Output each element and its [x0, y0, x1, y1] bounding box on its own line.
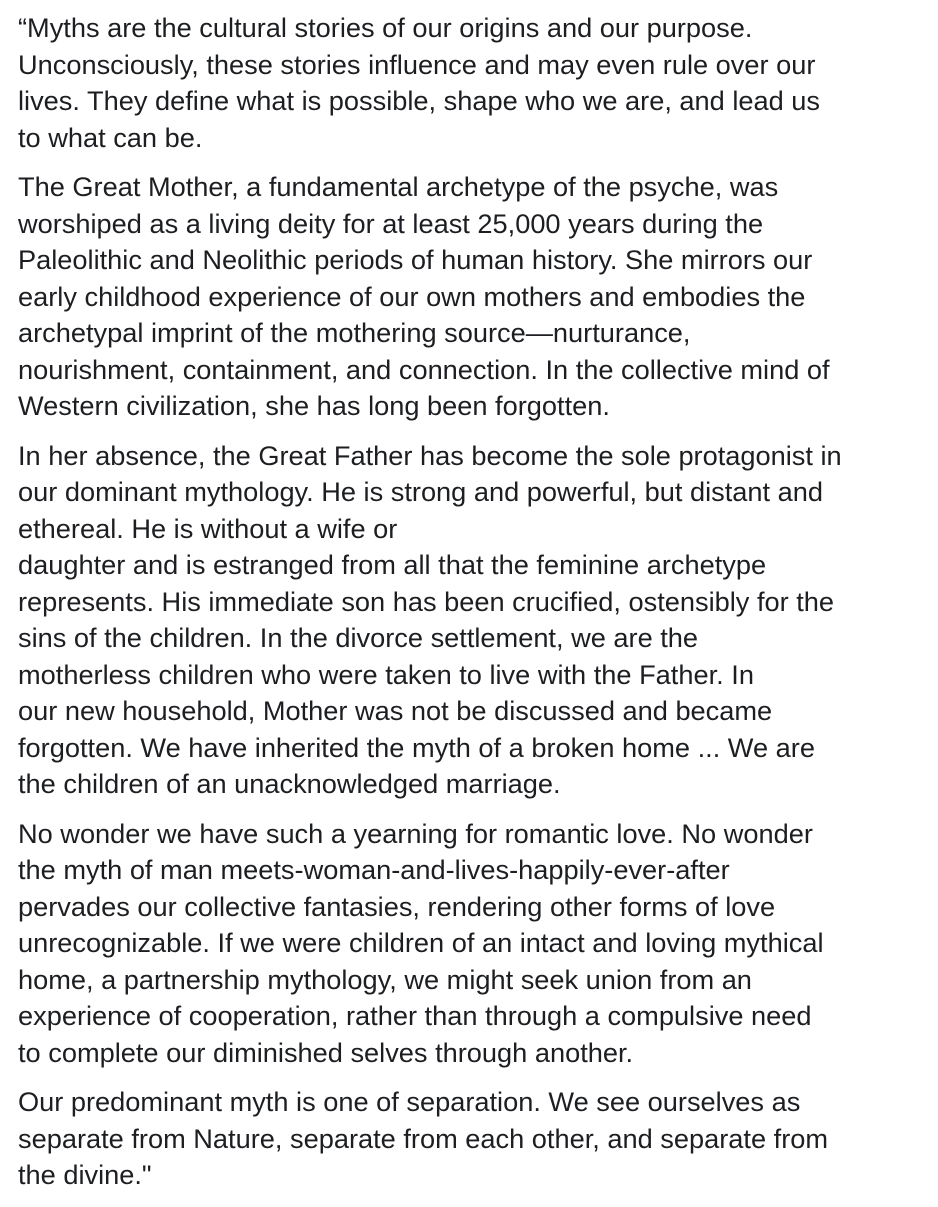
text-line: The Great Mother, a fundamental archetype of the psyche, was [18, 171, 779, 202]
text-line: Unconsciously, these stories influence and may even rule over our [18, 48, 816, 80]
text-line: In her absence, the Great Father has become the sole protagonist in [18, 439, 842, 471]
text-line: the divine." [18, 1159, 152, 1190]
text-line: unrecognizable. If we were children of an intact and loving mythical [18, 927, 824, 958]
text-line: archetypal imprint of the mothering source—nurturance, [18, 317, 691, 348]
text-line: represents. His immediate son has been crucified, ostensibly for the [18, 585, 835, 617]
text-line: the myth of man meets-woman-and-lives-happily-ever-after [18, 854, 730, 885]
text-line: our new household, Mother was not be discussed and became [18, 695, 773, 726]
paragraph-romantic-love [18, 816, 928, 1072]
text-line: forgotten. We have inherited the myth of a broken home ... We are [18, 731, 815, 763]
text-line: home, a partnership mythology, we might seek union from an [18, 963, 752, 995]
text-line: motherless children who were taken to live with the Father. In [18, 658, 754, 690]
text-line: Our predominant myth is one of separation. We see ourselves as [18, 1086, 801, 1117]
text-line: No wonder we have such a yearning for romantic love. No wonder [18, 817, 813, 849]
text-line: ethereal. He is without a wife or [18, 512, 398, 544]
paragraph-myths-intro [18, 10, 928, 156]
text-line: early childhood experience of our own mothers and embodies the [18, 280, 806, 312]
text-line: daughter and is estranged from all that the feminine archetype [18, 549, 767, 580]
paragraph-great-father [18, 438, 928, 803]
text-line: to complete our diminished selves through another. [18, 1036, 634, 1068]
paragraph-separation [18, 1084, 928, 1194]
text-line: worshiped as a living deity for at least 25,000 years during the [18, 207, 764, 239]
post-body [18, 10, 928, 1207]
text-line: nourishment, containment, and connection. In the collective mind of [18, 353, 830, 385]
text-line: pervades our collective fantasies, rendering other forms of love [18, 890, 776, 922]
text-line: Western civilization, she has long been forgotten. [18, 390, 610, 421]
text-line: Paleolithic and Neolithic periods of human history. She mirrors our [18, 244, 813, 275]
text-line: our dominant mythology. He is strong and powerful, but distant and [18, 476, 824, 507]
text-line: sins of the children. In the divorce settlement, we are the [18, 622, 699, 653]
text-line: to what can be. [18, 121, 203, 153]
text-line: experience of cooperation, rather than through a compulsive need [18, 1000, 812, 1031]
text-line: lives. They define what is possible, shape who we are, and lead us [18, 85, 821, 116]
paragraph-great-mother [18, 169, 928, 425]
text-line: separate from Nature, separate from each other, and separate from [18, 1122, 829, 1154]
text-line: “Myths are the cultural stories of our origins and our purpose. [18, 12, 753, 43]
text-line: the children of an unacknowledged marriage. [18, 768, 561, 799]
